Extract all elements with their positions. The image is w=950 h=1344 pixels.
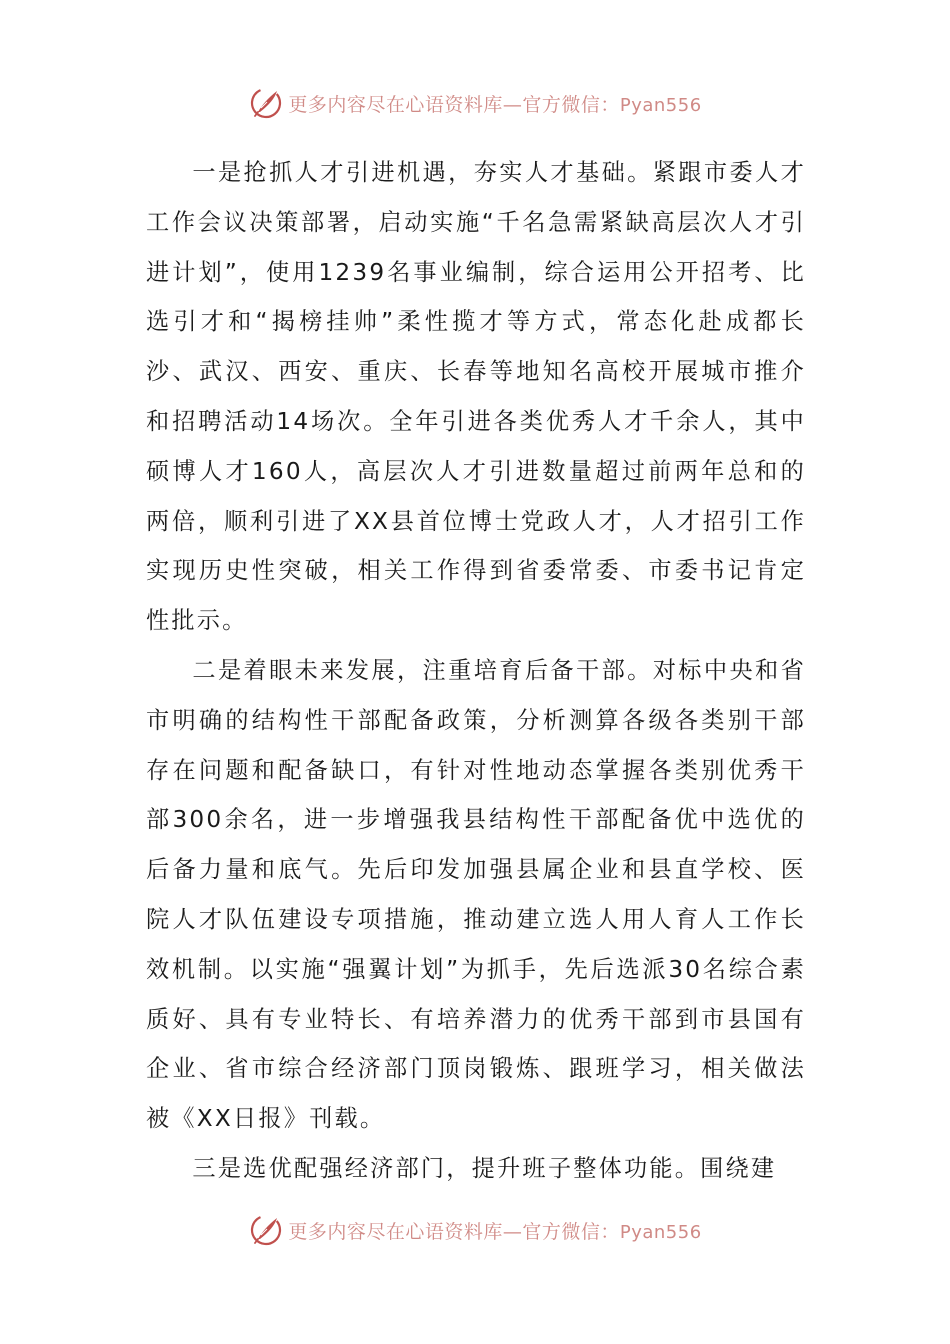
header-watermark-banner	[0, 83, 950, 123]
footer-watermark-banner	[0, 1210, 950, 1250]
wechat-account: Pyan556	[619, 94, 702, 116]
paragraph-economic-departments: 三是选优配强经济部门，提升班子整体功能。围绕建	[192, 1154, 777, 1182]
watermark-text: 更多内容尽在心语资料库—官方微信：Pyan556	[288, 93, 702, 116]
quill-pen-seal-icon	[248, 85, 284, 121]
document-body	[146, 148, 806, 1194]
paragraph-talent-introduction: 一是抢抓人才引进机遇，夯实人才基础。紧跟市委人才工作会议决策部署，启动实施“千名急需紧缺高层次人才引进计划”，使用1239名事业编制，综合运用公开招考、比选引才和“揭榜挂帅”柔性揽才等方式，常态化赴成都长沙、武汉、西安、重庆、长春等地知名高校开展城市推介和招聘活动14场次。全年引进各类优秀人才千余人，其中硕博人才160人，高层次人才引进数量超过前两年总和的两倍，顺利引进了XX县首位博士党政人才，人才招引工作实现历史性突破，相关工作得到省委常委、市委书记肯定性批示。	[146, 159, 806, 635]
quill-pen-seal-icon	[248, 1212, 284, 1248]
watermark-text: 更多内容尽在心语资料库—官方微信：Pyan556	[288, 1220, 702, 1243]
wechat-account: Pyan556	[619, 1221, 702, 1243]
paragraph-reserve-cadres: 二是着眼未来发展，注重培育后备干部。对标中央和省市明确的结构性干部配备政策，分析测算各级各类别干部存在问题和配备缺口，有针对性地动态掌握各类别优秀干部300余名，进一步增强我县结构性干部配备优中选优的后备力量和底气。先后印发加强县属企业和县直学校、医院人才队伍建设专项措施，推动建立选人用人育人工作长效机制。以实施“强翼计划”为抓手，先后选派30名综合素质好、具有专业特长、有培养潜力的优秀干部到市县国有企业、省市综合经济部门顶岗锻炼、跟班学习，相关做法被《XX日报》刊载。	[146, 656, 806, 1133]
